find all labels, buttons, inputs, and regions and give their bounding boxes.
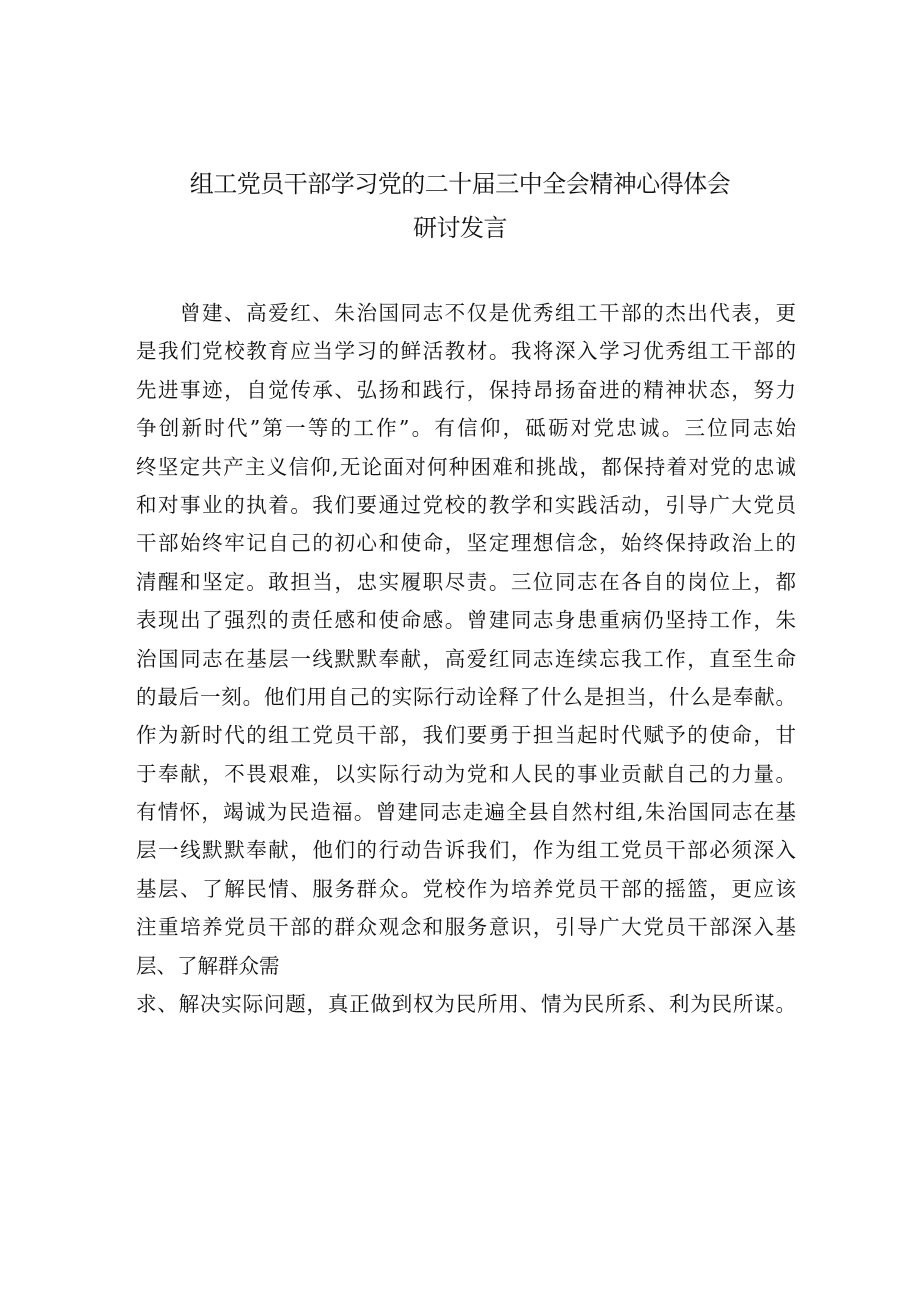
body-line: 表现出了强烈的责任感和使命感。曾建同志身患重病仍坚持工作，朱 [136, 608, 796, 633]
body-line: 于奉献，不畏艰难，以实际行动为党和人民的事业贡献自己的力量。 [136, 761, 796, 786]
body-line: 注重培养党员干部的群众观念和服务意识，引导广大党员干部深入基 [136, 915, 796, 940]
body-paragraph [136, 294, 796, 1023]
body-line: 求、解决实际问题，真正做到权为民所用、情为民所系、利为民所谋。 [136, 992, 796, 1017]
body-line: 是我们党校教育应当学习的鲜活教材。我将深入学习优秀组工干部的 [136, 339, 796, 364]
body-line: 作为新时代的组工党员干部，我们要勇于担当起时代赋予的使命，甘 [136, 723, 796, 748]
title-line-2: 研讨发言 [413, 214, 507, 242]
body-line: 终坚定共产主义信仰,无论面对何种困难和挑战，都保持着对党的忠诚 [136, 454, 796, 479]
body-line: 基层、了解民情、服务群众。党校作为培养党员干部的摇篮，更应该 [136, 876, 796, 901]
body-line: 层、了解群众需 [136, 953, 280, 978]
body-line: 曾建、高爱红、朱治国同志不仅是优秀组工干部的杰出代表，更 [180, 301, 796, 325]
document-title [0, 162, 920, 250]
body-line: 争创新时代”第一等的工作”。有信仰，砥砺对党忠诚。三位同志始 [136, 416, 796, 441]
body-line: 的最后一刻。他们用自己的实际行动诠释了什么是担当，什么是奉献。 [136, 684, 796, 709]
title-line-1: 组工党员干部学习党的二十届三中全会精神心得体会 [189, 170, 731, 198]
body-line: 层一线默默奉献，他们的行动告诉我们，作为组工党员干部必须深入 [136, 838, 796, 863]
body-line: 清醒和坚定。敢担当，忠实履职尽责。三位同志在各自的岗位上，都 [136, 569, 796, 594]
body-line: 先进事迹，自觉传承、弘扬和践行，保持昂扬奋进的精神状态，努力 [136, 377, 796, 402]
body-line: 有情怀，竭诚为民造福。曾建同志走遍全县自然村组,朱治国同志在基 [136, 800, 796, 825]
body-line: 和对事业的执着。我们要通过党校的教学和实践活动，引导广大党员 [136, 492, 796, 517]
body-line: 干部始终牢记自己的初心和使命，坚定理想信念，始终保持政治上的 [136, 531, 796, 556]
body-line: 治国同志在基层一线默默奉献，高爱红同志连续忘我工作，直至生命 [136, 646, 796, 671]
